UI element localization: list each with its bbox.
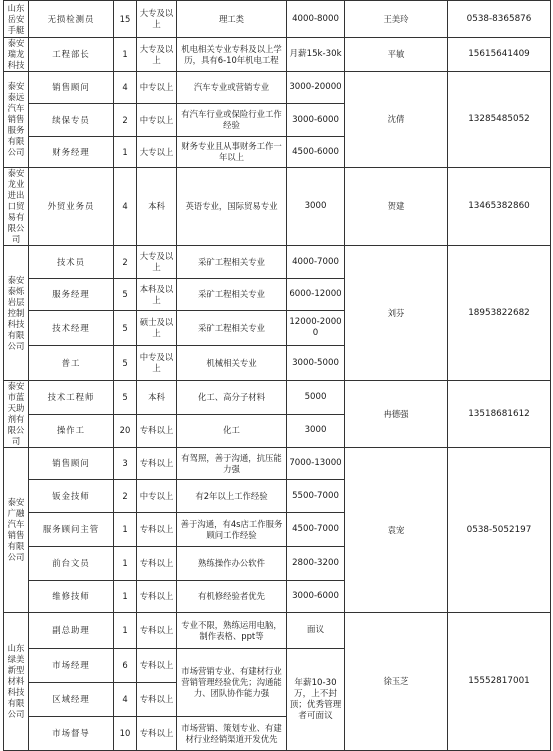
requirement: 有2年以上工作经验 — [177, 480, 287, 513]
recruitment-table — [3, 0, 551, 751]
position-name: 技术工程师 — [29, 381, 114, 415]
company-name: 泰安龙业进出口贸易有限公司 — [4, 168, 29, 246]
requirement: 市场营销专业、有建材行业营销管理经验优先；沟通能力、团队协作能力强 — [177, 649, 287, 717]
headcount: 2 — [114, 480, 137, 513]
position-name: 技术经理 — [29, 311, 114, 346]
salary: 5500-7000 — [287, 480, 345, 513]
company-name: 泰安市蓝天助剂有限公司 — [4, 381, 29, 448]
education: 专科以上 — [137, 547, 177, 581]
position-name: 外贸业务员 — [29, 168, 114, 246]
position-name: 维修技师 — [29, 581, 114, 613]
salary: 3000-6000 — [287, 104, 345, 137]
position-name: 前台文员 — [29, 547, 114, 581]
contact-phone: 0538-5052197 — [448, 448, 551, 613]
headcount: 5 — [114, 381, 137, 415]
education: 本科 — [137, 168, 177, 246]
education: 中专及以上 — [137, 346, 177, 381]
headcount: 4 — [114, 168, 137, 246]
salary: 3000 — [287, 414, 345, 448]
education: 专科以上 — [137, 448, 177, 480]
salary: 6000-12000 — [287, 279, 345, 311]
headcount: 5 — [114, 311, 137, 346]
position-name: 钣金技师 — [29, 480, 114, 513]
salary: 4000-8000 — [287, 1, 345, 38]
salary: 3000-20000 — [287, 72, 345, 104]
table-row — [4, 168, 551, 246]
contact-phone: 13518681612 — [448, 381, 551, 448]
education: 中专以上 — [137, 480, 177, 513]
salary: 面议 — [287, 613, 345, 649]
requirement: 汽车专业或营销专业 — [177, 72, 287, 104]
headcount: 1 — [114, 137, 137, 168]
headcount: 5 — [114, 346, 137, 381]
company-name: 泰安瑞龙科技 — [4, 38, 29, 72]
requirement: 有驾照，善于沟通，抗压能力强 — [177, 448, 287, 480]
requirement: 熟练操作办公软件 — [177, 547, 287, 581]
company-name: 泰安泰烁岩层控制科技有限公司 — [4, 246, 29, 381]
requirement: 采矿工程相关专业 — [177, 279, 287, 311]
requirement: 有机修经验者优先 — [177, 581, 287, 613]
headcount: 10 — [114, 717, 137, 751]
salary: 4000-7000 — [287, 246, 345, 279]
salary: 3000-5000 — [287, 346, 345, 381]
contact-person: 贺建 — [345, 168, 448, 246]
requirement: 善于沟通，有4s店工作服务顾问工作经验 — [177, 513, 287, 547]
education: 本科 — [137, 381, 177, 415]
contact-person: 平敏 — [345, 38, 448, 72]
contact-phone: 18953822682 — [448, 246, 551, 381]
contact-phone: 15552817001 — [448, 613, 551, 751]
headcount: 1 — [114, 547, 137, 581]
requirement: 采矿工程相关专业 — [177, 311, 287, 346]
salary: 月薪15k-30k — [287, 38, 345, 72]
education: 专科以上 — [137, 649, 177, 683]
company-name: 泰安广融汽车销售有限公司 — [4, 448, 29, 613]
contact-phone: 13465382860 — [448, 168, 551, 246]
headcount: 6 — [114, 649, 137, 683]
position-name: 服务经理 — [29, 279, 114, 311]
recruitment-table-sheet — [3, 0, 550, 744]
education: 专科以上 — [137, 513, 177, 547]
headcount: 1 — [114, 38, 137, 72]
salary: 3000 — [287, 168, 345, 246]
position-name: 技术员 — [29, 246, 114, 279]
requirement: 机电相关专业专科及以上学历，具有6-10年机电工程 — [177, 38, 287, 72]
headcount: 2 — [114, 104, 137, 137]
table-row — [4, 1, 551, 38]
position-name: 副总助理 — [29, 613, 114, 649]
headcount: 1 — [114, 581, 137, 613]
headcount: 15 — [114, 1, 137, 38]
contact-person: 王美玲 — [345, 1, 448, 38]
position-name: 工程部长 — [29, 38, 114, 72]
salary: 2800-3200 — [287, 547, 345, 581]
requirement: 化工 — [177, 414, 287, 448]
requirement: 专业不限，熟练运用电脑，制作表格、ppt等 — [177, 613, 287, 649]
headcount: 4 — [114, 683, 137, 717]
salary: 年薪10-30万，上不封顶；优秀管理者可面议 — [287, 649, 345, 751]
salary: 12000-20000 — [287, 311, 345, 346]
table-row — [4, 246, 551, 279]
requirement: 机械相关专业 — [177, 346, 287, 381]
position-name: 续保专员 — [29, 104, 114, 137]
requirement: 有汽车行业或保险行业工作经验 — [177, 104, 287, 137]
company-name: 山东绿美新型材料科技有限公司 — [4, 613, 29, 751]
requirement: 理工类 — [177, 1, 287, 38]
salary: 7000-13000 — [287, 448, 345, 480]
education: 硕士及以上 — [137, 311, 177, 346]
requirement: 市场营销、策划专业、有建材行业经销渠道开发优先 — [177, 717, 287, 751]
education: 专科以上 — [137, 414, 177, 448]
company-name: 山东岳安手艇 — [4, 1, 29, 38]
position-name: 服务顾问主管 — [29, 513, 114, 547]
table-row — [4, 38, 551, 72]
contact-person: 刘芬 — [345, 246, 448, 381]
education: 大专及以上 — [137, 1, 177, 38]
position-name: 区域经理 — [29, 683, 114, 717]
headcount: 1 — [114, 513, 137, 547]
headcount: 3 — [114, 448, 137, 480]
company-name: 泰安泰远汽车销售服务有限公司 — [4, 72, 29, 168]
table-row — [4, 381, 551, 415]
requirement: 英语专业，国际贸易专业 — [177, 168, 287, 246]
headcount: 2 — [114, 246, 137, 279]
education: 中专以上 — [137, 72, 177, 104]
education: 专科以上 — [137, 581, 177, 613]
position-name: 无损检测员 — [29, 1, 114, 38]
position-name: 操作工 — [29, 414, 114, 448]
education: 中专以上 — [137, 104, 177, 137]
contact-phone: 15615641409 — [448, 38, 551, 72]
education: 大专以上 — [137, 137, 177, 168]
contact-phone: 0538-8365876 — [448, 1, 551, 38]
headcount: 1 — [114, 613, 137, 649]
requirement: 采矿工程相关专业 — [177, 246, 287, 279]
position-name: 市场督导 — [29, 717, 114, 751]
education: 专科以上 — [137, 717, 177, 751]
education: 专科以上 — [137, 613, 177, 649]
education: 大专及以上 — [137, 38, 177, 72]
headcount: 20 — [114, 414, 137, 448]
position-name: 销售顾问 — [29, 448, 114, 480]
salary: 4500-7000 — [287, 513, 345, 547]
salary: 3000-6000 — [287, 581, 345, 613]
requirement: 化工、高分子材料 — [177, 381, 287, 415]
contact-person: 徐玉芝 — [345, 613, 448, 751]
education: 专科以上 — [137, 683, 177, 717]
table-row — [4, 448, 551, 480]
contact-person: 袁宠 — [345, 448, 448, 613]
position-name: 销售顾问 — [29, 72, 114, 104]
requirement: 财务专业且从事财务工作一年以上 — [177, 137, 287, 168]
salary: 5000 — [287, 381, 345, 415]
table-row — [4, 72, 551, 104]
education: 大专及以上 — [137, 246, 177, 279]
education: 本科及以上 — [137, 279, 177, 311]
position-name: 财务经理 — [29, 137, 114, 168]
headcount: 4 — [114, 72, 137, 104]
contact-person: 沈倩 — [345, 72, 448, 168]
table-row — [4, 613, 551, 649]
contact-person: 冉德强 — [345, 381, 448, 448]
contact-phone: 13285485052 — [448, 72, 551, 168]
position-name: 市场经理 — [29, 649, 114, 683]
position-name: 普工 — [29, 346, 114, 381]
salary: 4500-6000 — [287, 137, 345, 168]
headcount: 5 — [114, 279, 137, 311]
